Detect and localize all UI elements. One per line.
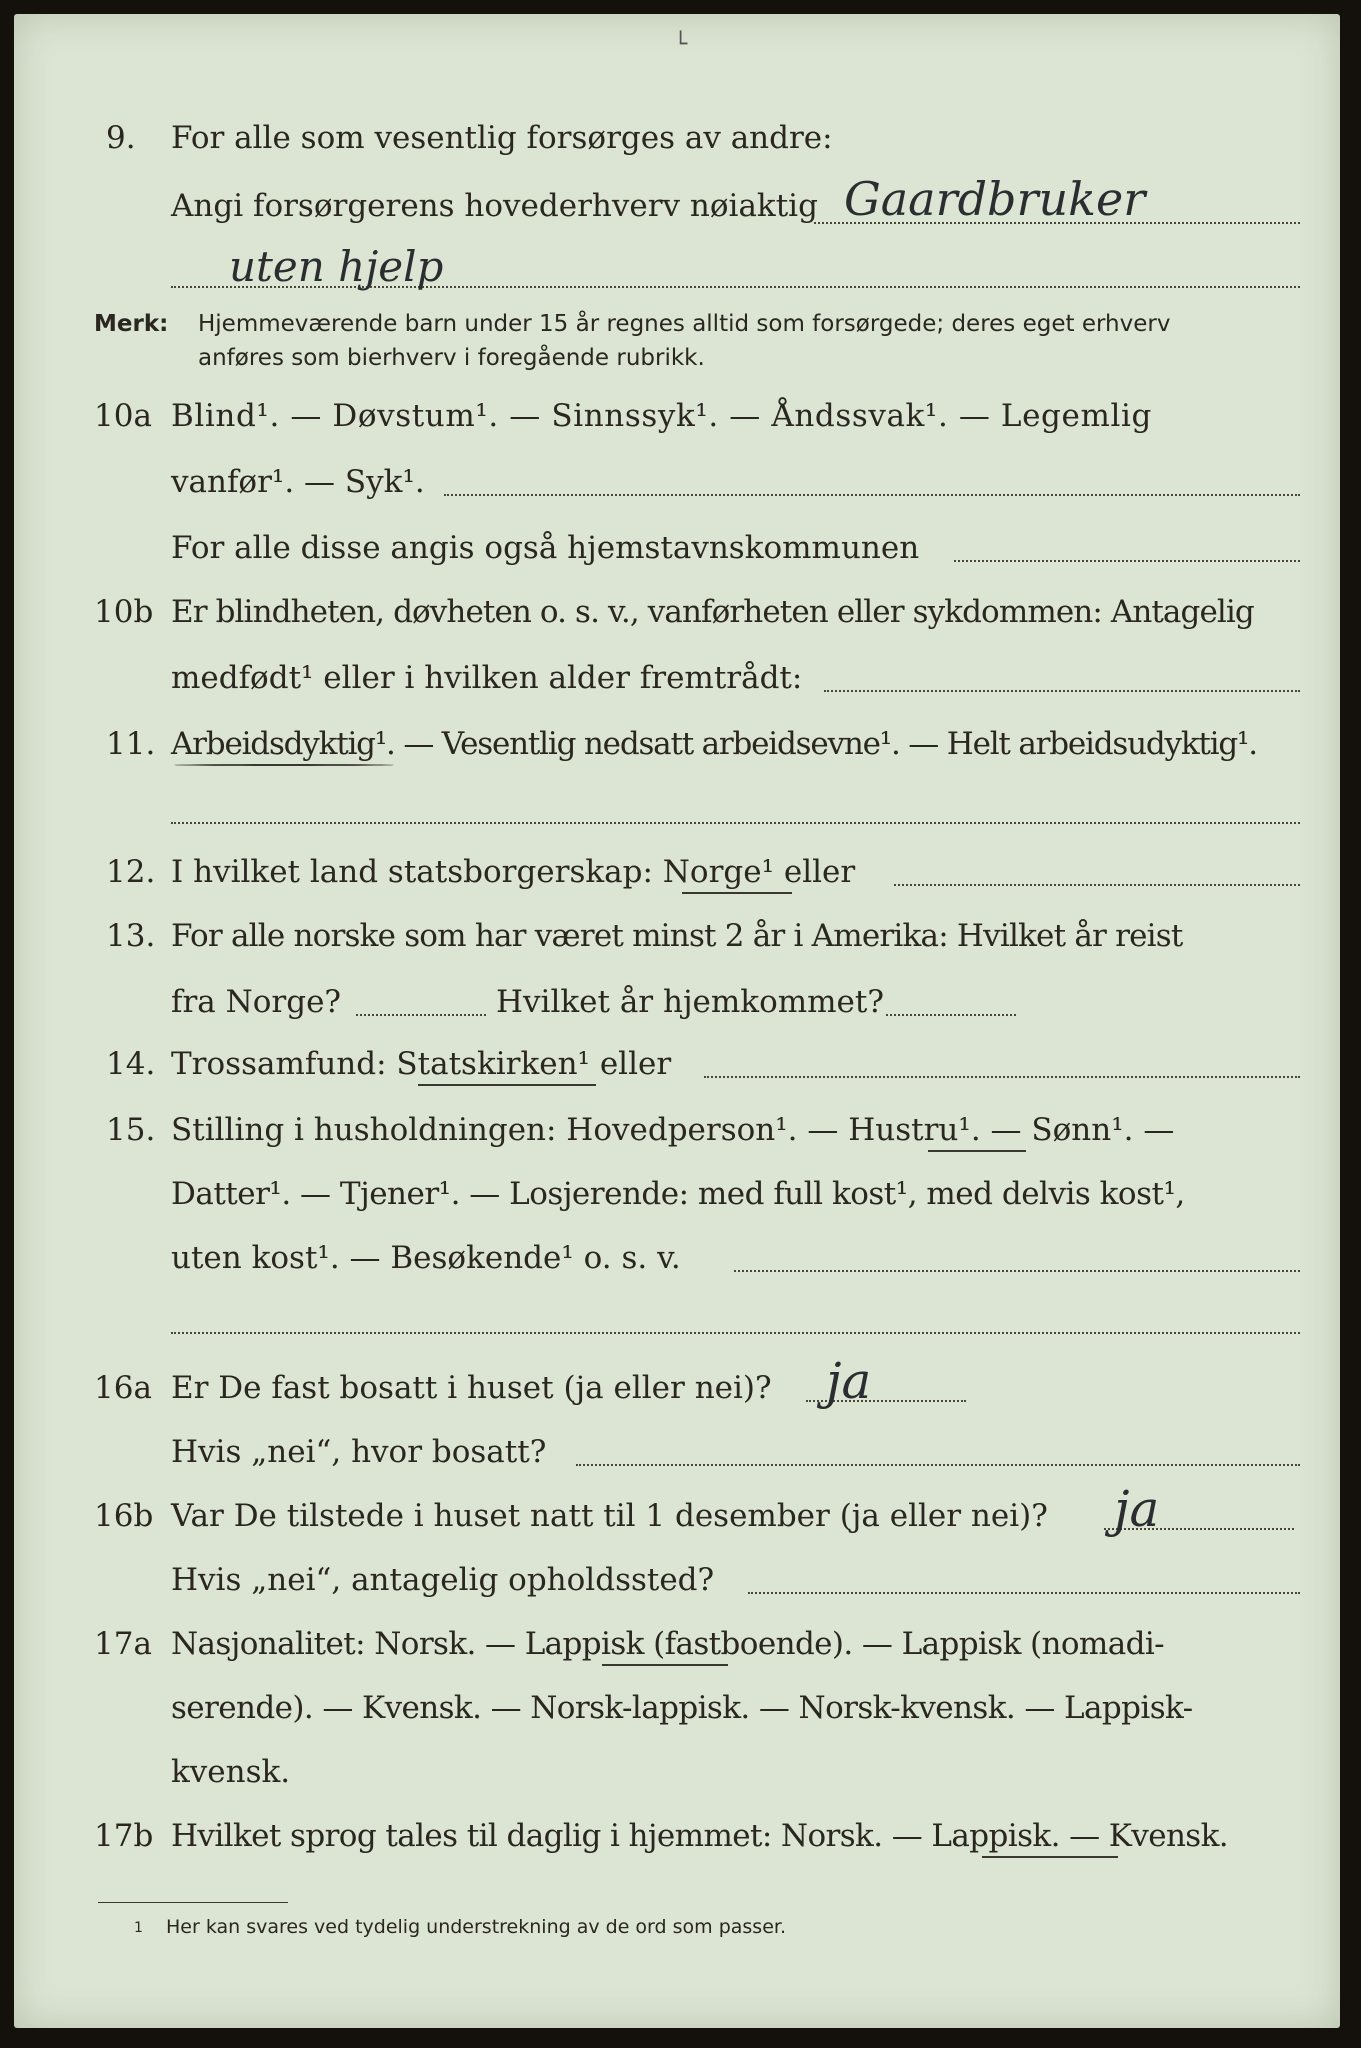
- question-13-number: 13.: [106, 918, 156, 954]
- question-17a-line1: Nasjonalitet: Norsk. — Lappisk (fastboende). — Lappisk (nomadi-: [171, 1626, 1165, 1662]
- question-16a-bosatt-line: [576, 1464, 1300, 1466]
- question-10a-hjemstavn-line: [954, 560, 1300, 562]
- question-12-answer-line: [894, 884, 1300, 886]
- question-10b-answer-line: [824, 690, 1300, 692]
- merk-note-line2: anføres som bierhverv i foregående rubrikk.: [198, 345, 705, 371]
- question-15-answer-line1: [734, 1270, 1300, 1272]
- question-9-handwritten-answer1[interactable]: Gaardbruker: [844, 172, 1146, 226]
- question-10a-line3: For alle disse angis også hjemstavnskommunen: [171, 530, 920, 566]
- question-11-answer-line: [171, 822, 1300, 824]
- question-16b-line2: Hvis „nei“, antagelig opholdssted?: [171, 1562, 715, 1598]
- question-17b-number: 17b: [94, 1818, 154, 1854]
- question-9-number: 9.: [106, 120, 136, 156]
- question-12-line1: I hvilket land statsborgerskap: Norge¹ eller: [171, 854, 856, 890]
- question-17a-number: 17a: [94, 1626, 152, 1662]
- question-15-underline-hustru: [928, 1150, 1026, 1152]
- question-16a-handwritten-answer[interactable]: ja: [826, 1352, 872, 1410]
- question-16b-handwritten-answer[interactable]: ja: [1114, 1480, 1160, 1538]
- question-17b-underline-lappisk: [982, 1856, 1118, 1858]
- question-10b-number: 10b: [94, 594, 154, 630]
- footnote-separator: [98, 1902, 288, 1903]
- question-10a-line2: vanfør¹. — Syk¹.: [171, 464, 425, 500]
- footnote-text: Her kan svares ved tydelig understrekning av de ord som passer.: [166, 1916, 786, 1938]
- question-11-number: 11.: [106, 726, 156, 762]
- question-15-number: 15.: [106, 1112, 156, 1148]
- question-16b-line1: Var De tilstede i huset natt til 1 desember (ja eller nei)?: [171, 1498, 1048, 1534]
- question-10b-line2: medfødt¹ eller i hvilken alder fremtrådt:: [171, 660, 803, 696]
- question-12-underline-norge: [682, 892, 792, 894]
- question-11-line1: Arbeidsdyktig¹. — Vesentlig nedsatt arbeidsevne¹. — Helt arbeidsudyktig¹.: [171, 726, 1257, 762]
- question-13-hjemkommet-line: [886, 1014, 1016, 1016]
- question-15-line3: uten kost¹. — Besøkende¹ o. s. v.: [171, 1240, 681, 1276]
- merk-label: Merk:: [94, 311, 169, 337]
- question-9-handwritten-answer2[interactable]: uten hjelp: [229, 242, 444, 291]
- question-10b-line1: Er blindheten, døvheten o. s. v., vanførheten eller sykdommen: Antagelig: [171, 594, 1254, 630]
- question-16a-line2: Hvis „nei“, hvor bosatt?: [171, 1434, 547, 1470]
- question-16a-number: 16a: [94, 1370, 152, 1406]
- question-16a-line1: Er De fast bosatt i huset (ja eller nei)?: [171, 1370, 772, 1406]
- question-13-reist-line: [356, 1014, 486, 1016]
- page-mark: └: [674, 32, 688, 57]
- question-13-line2a: fra Norge?: [171, 984, 342, 1020]
- question-12-number: 12.: [106, 854, 156, 890]
- question-16b-number: 16b: [94, 1498, 154, 1534]
- question-17a-line3: kvensk.: [171, 1754, 291, 1790]
- census-form-page: [14, 14, 1340, 2028]
- question-9-line2: Angi forsørgerens hovederhverv nøiaktig: [171, 188, 818, 224]
- question-15-line1: Stilling i husholdningen: Hovedperson¹. — Hustru¹. — Sønn¹. —: [171, 1112, 1175, 1148]
- question-13-line1: For alle norske som har været minst 2 år i Amerika: Hvilket år reist: [171, 918, 1183, 954]
- question-14-answer-line: [704, 1076, 1300, 1078]
- question-14-underline-statskirken: [418, 1084, 596, 1086]
- question-16b-opholdssted-line: [748, 1592, 1300, 1594]
- question-17b-line1: Hvilket sprog tales til daglig i hjemmet: Norsk. — Lappisk. — Kvensk.: [171, 1818, 1229, 1854]
- question-10a-number: 10a: [94, 398, 152, 434]
- question-14-number: 14.: [106, 1046, 156, 1082]
- question-10a-line1: Blind¹. — Døvstum¹. — Sinnssyk¹. — Åndssvak¹. — Legemlig: [171, 398, 1152, 434]
- question-17a-line2: serende). — Kvensk. — Norsk-lappisk. — Norsk-kvensk. — Lappisk-: [171, 1690, 1193, 1726]
- question-14-line1: Trossamfund: Statskirken¹ eller: [171, 1046, 672, 1082]
- question-15-answer-line2: [171, 1332, 1300, 1334]
- merk-note-line1: Hjemmeværende barn under 15 år regnes alltid som forsørgede; deres eget erhverv: [198, 311, 1171, 337]
- footnote-mark: 1: [134, 1920, 143, 1936]
- question-15-line2: Datter¹. — Tjener¹. — Losjerende: med full kost¹, med delvis kost¹,: [171, 1176, 1185, 1212]
- question-17a-underline-lappisk: [602, 1664, 728, 1666]
- question-11-underline-arbeidsdyktig: [174, 764, 394, 766]
- question-9-line1: For alle som vesentlig forsørges av andre:: [171, 120, 833, 156]
- question-10a-answer-line: [444, 494, 1300, 496]
- question-13-line2b: Hvilket år hjemkommet?: [496, 984, 884, 1020]
